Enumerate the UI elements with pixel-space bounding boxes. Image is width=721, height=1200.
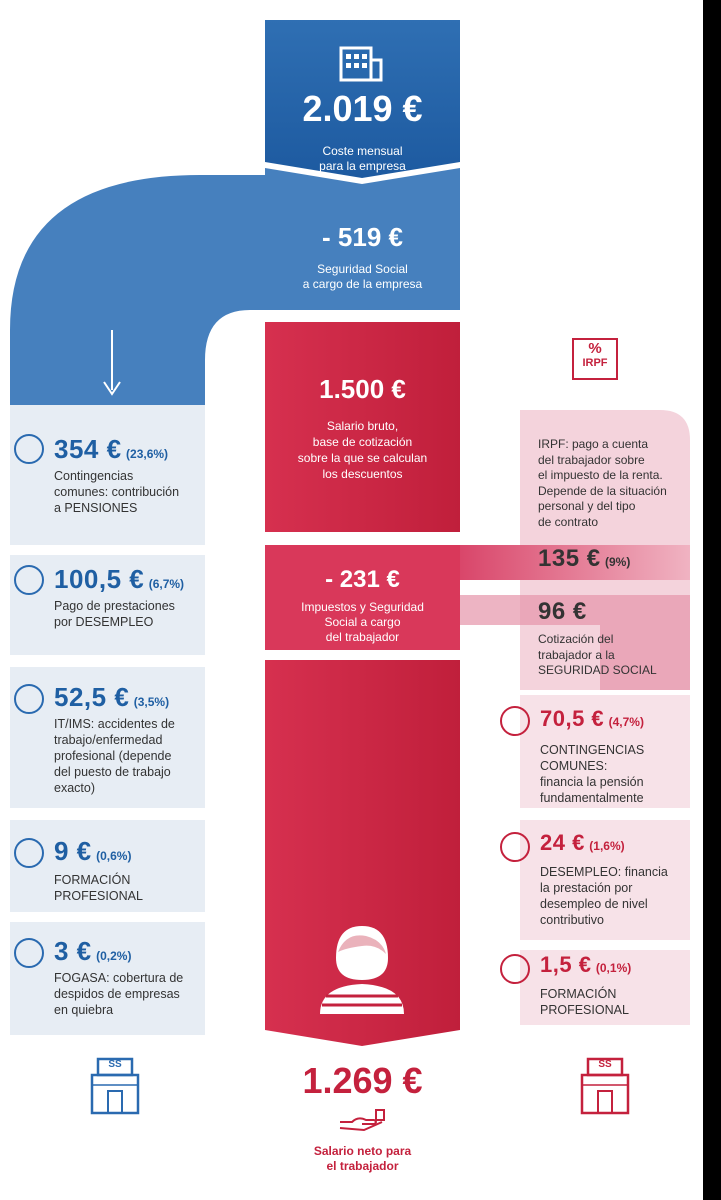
net-amount: 1.269 € [302,1060,423,1101]
left-item-unemployment-amount: 100,5 € (6,7%) [54,564,185,594]
irpf-badge: % IRPF [572,338,618,380]
worker-icon [500,954,530,984]
hand-icon [338,1106,388,1132]
right-item-contingencies-amount: 70,5 € (4,7%) [540,706,644,731]
left-item-itims-amount: 52,5 € (3,5%) [54,682,170,712]
right-item-unemployment-amount: 24 € (1,6%) [540,830,625,855]
deductions-amount: - 231 € [325,566,400,593]
elderly-icon [14,434,44,464]
gross-label: Salario bruto, base de cotización sobre la que se calculan los descuentos [297,419,428,481]
ss-building-label: SS [108,1059,122,1070]
net-label: Salario neto para el trabajador [313,1144,412,1173]
chart-icon [14,938,44,968]
deductions-label: Impuestos y Seguridad Social a cargo del trabajador [301,600,424,644]
employer-ss-amount: - 519 € [322,222,403,252]
worker-ss-description: Cotización del trabajador a la SEGURIDAD SOCIAL [538,632,657,677]
top-label: Coste mensual para la empresa [319,144,406,173]
ss-building-label: SS [598,1059,612,1070]
left-item-unemployment-text: Pago de prestaciones por DESEMPLEO [54,599,175,629]
worker-icon [14,838,44,868]
left-item-itims-text: IT/IMS: accidentes de trabajo/enfermedad profesional (depende del puesto de trabajo exacto) [54,717,175,795]
right-item-contingencies-text: CONTINGENCIAS COMUNES: financia la pensión fundamentalmente [540,743,645,805]
person-icon [316,918,408,1016]
employer-ss-label: Seguridad Social a cargo de la empresa [302,262,423,291]
left-item-fogasa-text: FOGASA: cobertura de despidos de empresas en quiebra [54,971,184,1017]
group-icon [500,832,530,862]
right-item-training-text: FORMACIÓN PROFESIONAL [540,987,629,1017]
elderly-icon [500,706,530,736]
irpf-amount: 135 € (9%) [538,545,631,572]
gross-amount: 1.500 € [319,374,406,404]
group-icon [14,565,44,595]
injury-icon [14,684,44,714]
percent-icon: % [588,340,602,357]
left-item-fogasa-amount: 3 € (0,2%) [54,936,132,966]
right-item-unemployment-text: DESEMPLEO: financia la prestación por desempleo de nivel contributivo [540,865,668,927]
right-item-training-amount: 1,5 € (0,1%) [540,952,632,977]
left-item-training-text: FORMACIÓN PROFESIONAL [54,873,143,903]
left-item-pensions-text: Contingencias comunes: contribución a PENSIONES [54,469,180,515]
worker-ss-amount: 96 € [538,598,587,625]
building-icon [337,44,385,82]
irpf-description: IRPF: pago a cuenta del trabajador sobre el impuesto de la renta. Depende de la situación personal y del tipo de contrato [538,437,667,529]
left-item-training-amount: 9 € (0,6%) [54,836,132,866]
left-item-pensions-amount: 354 € (23,6%) [54,434,169,464]
top-amount: 2.019 € [302,88,423,129]
